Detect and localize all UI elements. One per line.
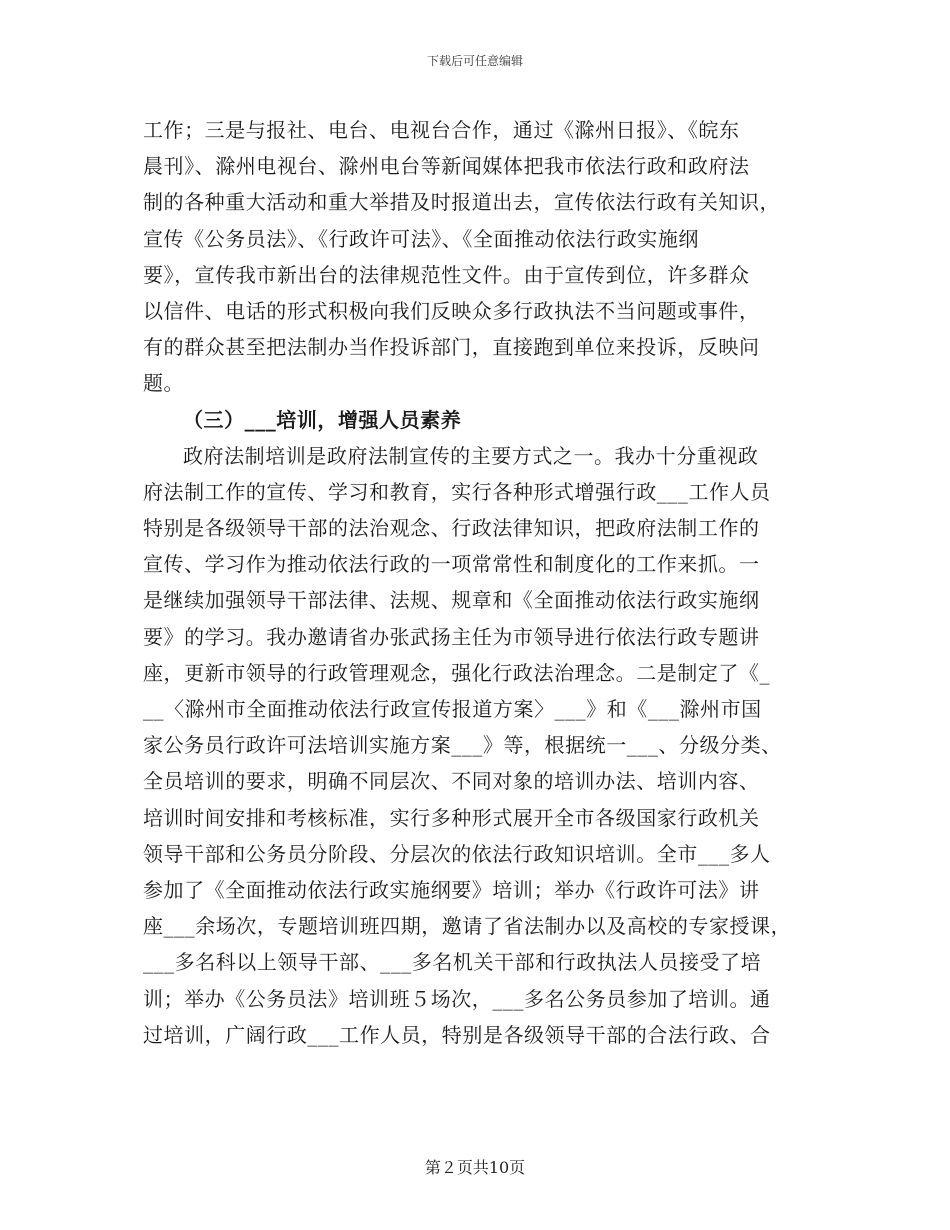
text-line: __〈滁州市全面推动依法行政宣传报道方案〉___》和《___滁州市国 (143, 697, 762, 721)
text-line: ___多名科以上领导干部、___多名机关干部和行政执法人员接受了培 (143, 950, 762, 975)
text-line: 培训时间安排和考核标准，实行多种形式展开全市各级国家行政机关 (143, 805, 760, 830)
text-line: 晨刊》、滁州电视台、滁州电台等新闻媒体把我市依法行政和政府法 (143, 154, 750, 179)
text-line: 是继续加强领导干部法律、法规、规章和《全面推动依法行政实施纲 (143, 588, 760, 613)
page-header: 下载后可任意编辑 (426, 54, 523, 68)
text-line: 领导干部和公务员分阶段、分层次的依法行政知识培训。全市___多人 (143, 841, 771, 866)
text-line: 府法制工作的宣传、学习和教育，实行各种形式增强行政___工作人员 (143, 479, 771, 504)
text-line: 座___余场次，专题培训班四期，邀请了省法制办以及高校的专家授课， (143, 914, 792, 939)
text-line: 训；举办《公务员法》培训班５场次，___多名公务员参加了培训。通 (143, 986, 771, 1011)
document-body (143, 112, 823, 1053)
text-line: 以信件、电话的形式积极向我们反映众多行政执法不当问题或事件， (143, 298, 760, 323)
text-line: 参加了《全面推动依法行政实施纲要》培训；举办《行政许可法》讲 (143, 877, 760, 902)
text-line: 宣传、学习作为推动依法行政的一项常常性和制度化的工作来抓。一 (143, 552, 760, 577)
text-line: 题。 (143, 371, 185, 396)
text-line: 过培训，广阔行政___工作人员，特别是各级领导干部的合法行政、合 (143, 1022, 771, 1047)
page-footer: 第２页共10页 (424, 1158, 526, 1177)
text-line: 工作；三是与报社、电台、电视台合作，通过《滁州日报》、《皖东 (143, 118, 740, 142)
section-heading: （三）___培训，增强人员素养 (183, 407, 462, 432)
text-line: 有的群众甚至把法制办当作投诉部门，直接跑到单位来投诉，反映问 (143, 335, 760, 360)
text-line: 政府法制培训是政府法制宣传的主要方式之一。我办十分重视政 (183, 443, 759, 468)
text-line: 特别是各级领导干部的法治观念、行政法律知识，把政府法制工作的 (143, 516, 760, 541)
text-line: 家公务员行政许可法培训实施方案___》等，根据统一___、分级分类、 (143, 733, 782, 758)
text-line: 要》的学习。我办邀请省办张武扬主任为市领导进行依法行政专题讲 (143, 624, 760, 649)
text-line: 座，更新市领导的行政管理观念，强化行政法治理念。二是制定了《_ (143, 660, 771, 685)
text-line: 制的各种重大活动和重大举措及时报道出去，宣传依法行政有关知识， (143, 190, 781, 215)
text-line: 全员培训的要求，明确不同层次、不同对象的培训办法、培训内容、 (143, 769, 760, 794)
text-line: 宣传《公务员法》、《行政许可法》、《全面推动依法行政实施纲 (143, 226, 699, 251)
text-line: 要》，宣传我市新出台的法律规范性文件。由于宣传到位，许多群众 (143, 262, 750, 287)
